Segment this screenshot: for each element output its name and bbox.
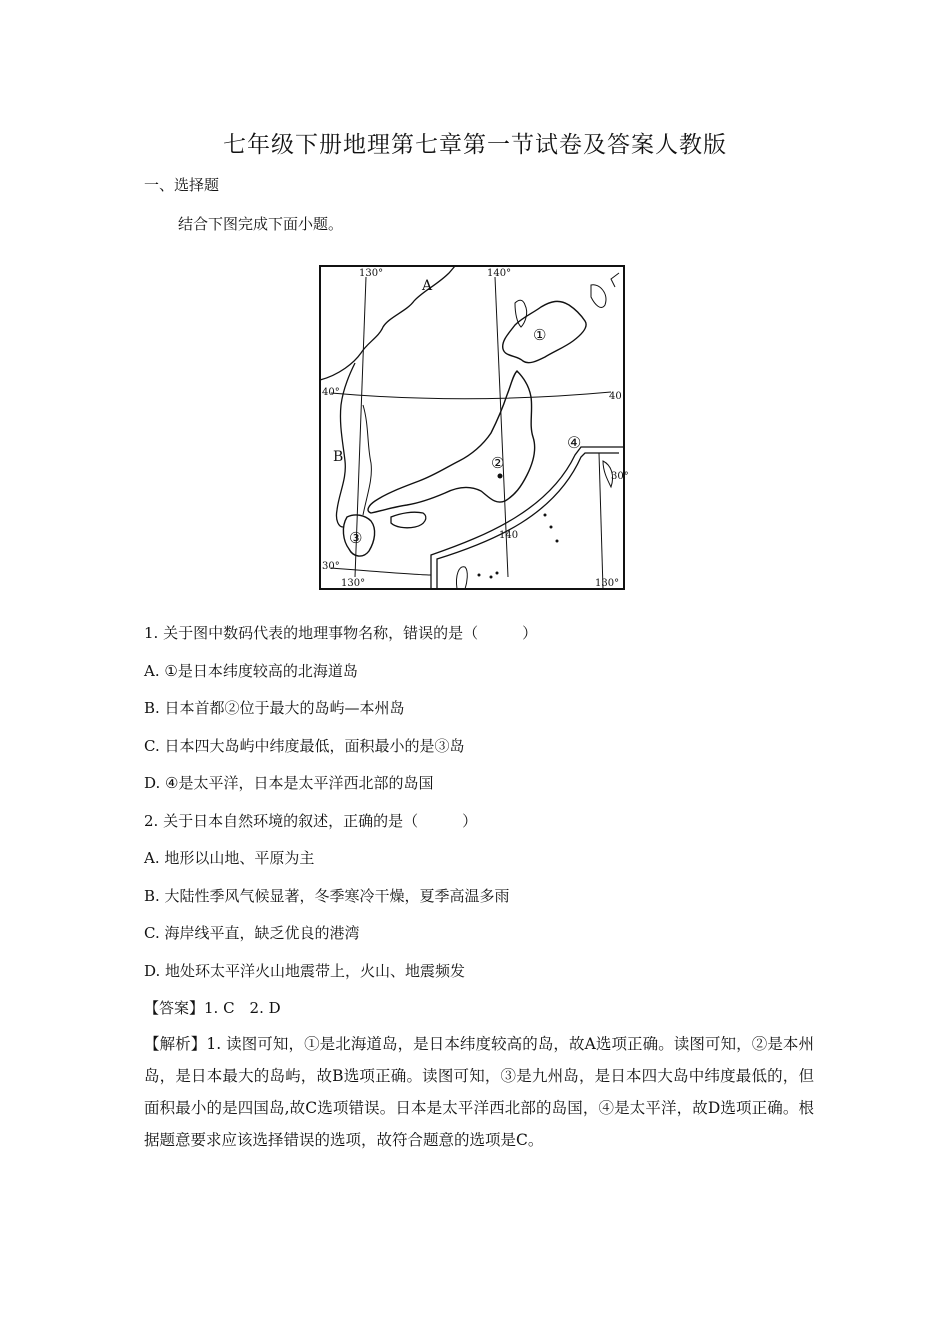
intro-text: 结合下图完成下面小题。 (178, 215, 344, 233)
marker-1: ① (533, 326, 547, 344)
marker-3: ③ (349, 529, 363, 547)
label-lon-130-bottom: 130° (341, 578, 366, 589)
question-2-stem-text: 2. 关于日本自然环境的叙述，正确的是（ (144, 812, 419, 830)
islet-dot (490, 576, 493, 579)
label-lat-40-right: 40 (609, 391, 622, 402)
question-1-option-d: D. ④是太平洋，日本是太平洋西北部的岛国 (144, 774, 434, 792)
question-1-stem (144, 622, 537, 643)
question-2-stem-close: ） (462, 812, 478, 830)
question-2-option-c: C. 海岸线平直，缺乏优良的港湾 (144, 924, 360, 942)
islet-dot (550, 526, 553, 529)
question-1-option-c: C. 日本四大岛屿中纬度最低，面积最小的是③岛 (144, 737, 465, 755)
taiwan-outline (456, 567, 467, 589)
shikoku-outline (391, 512, 426, 528)
parallel-30 (331, 568, 431, 575)
analysis-paragraph: 【解析】1. 读图可知，①是北海道岛，是日本纬度较高的岛，故A选项正确。读图可知，②是本州岛，是日本最大的岛屿，故B选项正确。读图可知，③是九州岛，是日本四大岛中纬度最低的，但面积最小的是四国岛,故C选项错误。日本是太平洋西北部的岛国，④是太平洋，故D选项正确。根据题意要求应该选择错误的选项，故符合题意的选项是C。 (144, 1035, 814, 1149)
capital-dot (498, 474, 503, 479)
map-frame (320, 266, 624, 589)
islet-dot (556, 540, 559, 543)
question-1-option-b: B. 日本首都②位于最大的岛屿—本州岛 (144, 699, 405, 717)
label-lon-140-mid: 140 (499, 530, 519, 541)
page-title: 七年级下册地理第七章第一节试卷及答案人教版 (223, 132, 727, 158)
question-2-option-d: D. 地处环太平洋火山地震带上，火山、地震频发 (144, 962, 466, 980)
section-heading: 一、选择题 (144, 176, 220, 194)
honshu-outline (368, 371, 535, 513)
kuril-islet (591, 285, 606, 308)
label-a: A (422, 278, 433, 294)
question-2-option-a: A. 地形以山地、平原为主 (144, 849, 315, 867)
question-2-option-b: B. 大陆性季风气候显著，冬季寒冷干燥，夏季高温多雨 (144, 887, 510, 905)
inset-meridian (599, 453, 603, 589)
label-lon-130-inset: 130° (595, 578, 620, 589)
label-lat-40-left: 40° (322, 387, 340, 398)
japan-map-figure (319, 265, 629, 590)
parallel-40 (331, 392, 611, 399)
mainland-coast-north (320, 266, 455, 380)
label-lat-30-left: 30° (322, 561, 340, 572)
label-lon-130-top: 130° (359, 268, 384, 279)
peninsula-inner-coast (363, 405, 371, 515)
question-1-option-a: A. ①是日本纬度较高的北海道岛 (144, 662, 358, 680)
answer-line: 【答案】1. C 2. D (144, 999, 281, 1017)
kuril-coast (611, 273, 619, 287)
label-b: B (333, 449, 344, 465)
japan-map-svg (319, 265, 629, 590)
label-lon-140-top: 140° (487, 268, 512, 279)
label-lat-30-inset: 30° (611, 471, 629, 482)
marker-4: ④ (567, 433, 582, 452)
marker-2: ② (491, 454, 505, 472)
islet-dot (496, 572, 499, 575)
question-1-stem-text: 1. 关于图中数码代表的地理事物名称，错误的是（ (144, 624, 479, 642)
islet-dot (544, 514, 547, 517)
question-1-stem-close: ） (522, 624, 538, 642)
question-2-stem (144, 810, 477, 831)
islet-dot (478, 574, 481, 577)
